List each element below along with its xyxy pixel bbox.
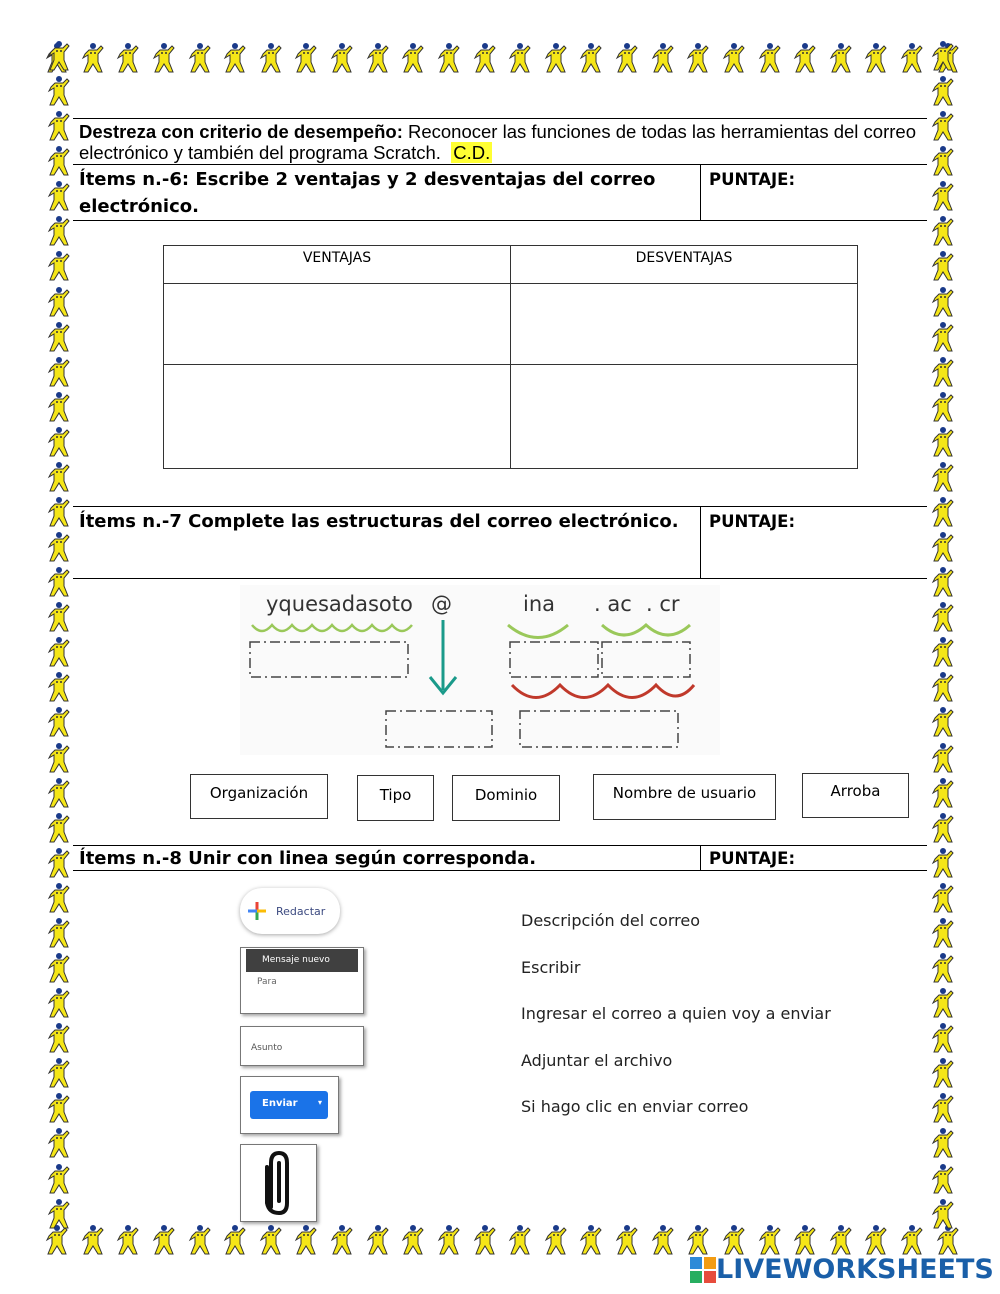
desc-ingresar-correo: Ingresar el correo a quien voy a enviar [521, 1004, 831, 1023]
caret-down-icon: ▾ [317, 1098, 322, 1107]
cartoon-figure-icon [931, 461, 955, 493]
cartoon-figure-icon [47, 426, 71, 458]
cartoon-figure-icon [900, 42, 924, 74]
cartoon-figure-icon [931, 1057, 955, 1089]
enviar-image [240, 1076, 339, 1134]
cartoon-figure-icon [47, 812, 71, 844]
cartoon-figure-icon [722, 42, 746, 74]
cartoon-figure-icon [47, 671, 71, 703]
destreza-paragraph [79, 121, 919, 163]
divider [700, 164, 701, 221]
cartoon-figure-icon [931, 40, 955, 72]
cartoon-figure-icon [47, 391, 71, 423]
mensaje-nuevo-label: Mensaje nuevo [246, 949, 358, 972]
item6-title: Ítems n.-6: Escribe 2 ventajas y 2 desventajas del correo electrónico. [79, 169, 656, 217]
cartoon-figure-icon [473, 1224, 497, 1256]
cartoon-figure-icon [508, 1224, 532, 1256]
ventaja-cell-1[interactable] [164, 284, 511, 365]
cartoon-figure-icon [47, 882, 71, 914]
cartoon-figure-icon [686, 1224, 710, 1256]
cartoon-figure-icon [47, 321, 71, 353]
email-ext1-part: . ac [594, 592, 632, 616]
cartoon-figure-icon [544, 42, 568, 74]
cartoon-figure-icon [47, 496, 71, 528]
cartoon-figure-icon [615, 1224, 639, 1256]
desventaja-cell-1[interactable] [511, 284, 858, 365]
cartoon-figure-icon [579, 42, 603, 74]
cartoon-figure-icon [81, 42, 105, 74]
cartoon-figure-icon [47, 110, 71, 142]
cartoon-figure-icon [47, 286, 71, 318]
cd-highlight: C.D. [453, 142, 491, 163]
cartoon-figure-icon [931, 286, 955, 318]
cartoon-figure-icon [47, 917, 71, 949]
item8-puntaje: PUNTAJE: [709, 849, 796, 868]
cartoon-figure-icon [931, 250, 955, 282]
cartoon-figure-icon [47, 1092, 71, 1124]
cartoon-figure-icon [47, 250, 71, 282]
cartoon-figure-icon [152, 1224, 176, 1256]
cartoon-figure-icon [366, 42, 390, 74]
cartoon-figure-icon [47, 180, 71, 212]
cartoon-figure-icon [47, 742, 71, 774]
email-domain-part: ina [523, 592, 556, 616]
cartoon-figure-icon [651, 42, 675, 74]
liveworksheets-brand: LIVEWORKSHEETS [716, 1254, 994, 1285]
divider [73, 220, 927, 221]
cartoon-figure-icon [47, 636, 71, 668]
cartoon-figure-icon [47, 461, 71, 493]
cartoon-figure-icon [47, 145, 71, 177]
desc-enviar-correo: Si hago clic en enviar correo [521, 1097, 749, 1116]
cartoon-figure-icon [722, 1224, 746, 1256]
desc-escribir: Escribir [521, 958, 581, 977]
cartoon-figure-icon [931, 531, 955, 563]
word-nombre-de-usuario[interactable]: Nombre de usuario [593, 774, 776, 820]
enviar-label: Enviar [262, 1098, 298, 1109]
enviar-button-graphic [250, 1091, 328, 1119]
desventaja-cell-2[interactable] [511, 365, 858, 469]
cartoon-figure-icon [116, 1224, 140, 1256]
word-arroba[interactable]: Arroba [802, 773, 909, 818]
cartoon-figure-icon [47, 1127, 71, 1159]
cartoon-figure-icon [47, 356, 71, 388]
cartoon-figure-icon [931, 1127, 955, 1159]
cartoon-figure-icon [47, 1198, 71, 1230]
cartoon-figure-icon [47, 1057, 71, 1089]
cartoon-figure-icon [931, 847, 955, 879]
cartoon-figure-icon [47, 75, 71, 107]
email-ext2-part: . cr [646, 592, 680, 616]
cartoon-figure-icon [473, 42, 497, 74]
divider [73, 506, 927, 507]
cartoon-figure-icon [437, 1224, 461, 1256]
cartoon-figure-icon [931, 952, 955, 984]
cartoon-figure-icon [931, 706, 955, 738]
ventajas-header: VENTAJAS [164, 246, 511, 284]
decorative-border-bottom [45, 1222, 960, 1258]
cartoon-figure-icon [931, 180, 955, 212]
redactar-image [240, 888, 340, 934]
desventajas-header: DESVENTAJAS [511, 246, 858, 284]
cartoon-figure-icon [900, 1224, 924, 1256]
cartoon-figure-icon [931, 1198, 955, 1230]
cartoon-figure-icon [366, 1224, 390, 1256]
destreza-text: Reconocer las funciones de todas las herramientas del correo electrónico y también del programa Scratch. [79, 121, 916, 163]
word-dominio[interactable]: Dominio [452, 775, 560, 821]
cartoon-figure-icon [152, 42, 176, 74]
decorative-border-top [45, 40, 960, 76]
cartoon-figure-icon [931, 426, 955, 458]
cartoon-figure-icon [47, 40, 71, 72]
cartoon-figure-icon [931, 636, 955, 668]
decorative-border-left [44, 40, 74, 1230]
cartoon-figure-icon [931, 356, 955, 388]
desc-adjuntar-archivo: Adjuntar el archivo [521, 1051, 673, 1070]
cartoon-figure-icon [793, 1224, 817, 1256]
divider [73, 164, 927, 165]
cartoon-figure-icon [931, 601, 955, 633]
cartoon-figure-icon [931, 917, 955, 949]
liveworksheets-logo-icon [690, 1257, 716, 1283]
word-tipo[interactable]: Tipo [357, 775, 434, 821]
cartoon-figure-icon [931, 882, 955, 914]
ventajas-desventajas-table [163, 245, 858, 469]
cartoon-figure-icon [931, 777, 955, 809]
adjuntar-image [240, 1144, 317, 1222]
cartoon-figure-icon [47, 566, 71, 598]
cartoon-figure-icon [47, 1163, 71, 1195]
destreza-label: Destreza con criterio de desempeño: [79, 121, 403, 142]
cartoon-figure-icon [437, 42, 461, 74]
cartoon-figure-icon [615, 42, 639, 74]
cartoon-figure-icon [47, 987, 71, 1019]
cartoon-figure-icon [931, 145, 955, 177]
cartoon-figure-icon [508, 42, 532, 74]
cartoon-figure-icon [223, 42, 247, 74]
cartoon-figure-icon [47, 1022, 71, 1054]
para-label: Para [257, 977, 277, 987]
email-at-part: @ [431, 592, 452, 616]
cartoon-figure-icon [931, 566, 955, 598]
ventaja-cell-2[interactable] [164, 365, 511, 469]
cartoon-figure-icon [931, 742, 955, 774]
cartoon-figure-icon [259, 42, 283, 74]
item6-puntaje: PUNTAJE: [709, 170, 796, 189]
cartoon-figure-icon [330, 1224, 354, 1256]
cartoon-figure-icon [686, 42, 710, 74]
item8-title: Ítems n.-8 Unir con linea según corresponda. [79, 848, 537, 869]
divider [73, 118, 927, 119]
cartoon-figure-icon [47, 531, 71, 563]
mensaje-nuevo-image [240, 947, 364, 1014]
cartoon-figure-icon [829, 42, 853, 74]
cartoon-figure-icon [829, 1224, 853, 1256]
cartoon-figure-icon [47, 952, 71, 984]
cartoon-figure-icon [47, 601, 71, 633]
cartoon-figure-icon [188, 42, 212, 74]
asunto-label: Asunto [251, 1043, 283, 1053]
item7-title: Ítems n.-7 Complete las estructuras del correo electrónico. [79, 511, 679, 532]
cartoon-figure-icon [931, 75, 955, 107]
cartoon-figure-icon [931, 812, 955, 844]
redactar-label: Redactar [276, 904, 326, 918]
cartoon-figure-icon [931, 987, 955, 1019]
cartoon-figure-icon [579, 1224, 603, 1256]
cartoon-figure-icon [931, 1092, 955, 1124]
cartoon-figure-icon [544, 1224, 568, 1256]
cartoon-figure-icon [47, 215, 71, 247]
cartoon-figure-icon [259, 1224, 283, 1256]
cartoon-figure-icon [188, 1224, 212, 1256]
cartoon-figure-icon [931, 391, 955, 423]
cartoon-figure-icon [81, 1224, 105, 1256]
cartoon-figure-icon [931, 321, 955, 353]
paperclip-icon [241, 1145, 318, 1223]
cartoon-figure-icon [401, 1224, 425, 1256]
cartoon-figure-icon [294, 42, 318, 74]
asunto-image [240, 1026, 364, 1066]
cartoon-figure-icon [47, 706, 71, 738]
cartoon-figure-icon [758, 1224, 782, 1256]
cartoon-figure-icon [116, 42, 140, 74]
cartoon-figure-icon [931, 671, 955, 703]
cartoon-figure-icon [294, 1224, 318, 1256]
cartoon-figure-icon [931, 1163, 955, 1195]
word-organizacion[interactable]: Organización [190, 774, 328, 819]
item7-puntaje: PUNTAJE: [709, 512, 796, 531]
cartoon-figure-icon [931, 496, 955, 528]
cartoon-figure-icon [758, 42, 782, 74]
cartoon-figure-icon [330, 42, 354, 74]
plus-icon [248, 902, 266, 920]
cartoon-figure-icon [223, 1224, 247, 1256]
cartoon-figure-icon [793, 42, 817, 74]
divider [700, 845, 701, 870]
desc-descripcion-correo: Descripción del correo [521, 911, 701, 930]
divider [73, 578, 927, 579]
cartoon-figure-icon [931, 1022, 955, 1054]
cartoon-figure-icon [931, 110, 955, 142]
cartoon-figure-icon [47, 777, 71, 809]
liveworksheets-logo [690, 1254, 994, 1285]
cartoon-figure-icon [651, 1224, 675, 1256]
cartoon-figure-icon [864, 42, 888, 74]
cartoon-figure-icon [401, 42, 425, 74]
email-user-part: yquesadasoto [266, 592, 413, 616]
divider [700, 506, 701, 579]
cartoon-figure-icon [864, 1224, 888, 1256]
cartoon-figure-icon [47, 847, 71, 879]
decorative-border-right [928, 40, 958, 1230]
cartoon-figure-icon [931, 215, 955, 247]
divider [73, 870, 927, 871]
